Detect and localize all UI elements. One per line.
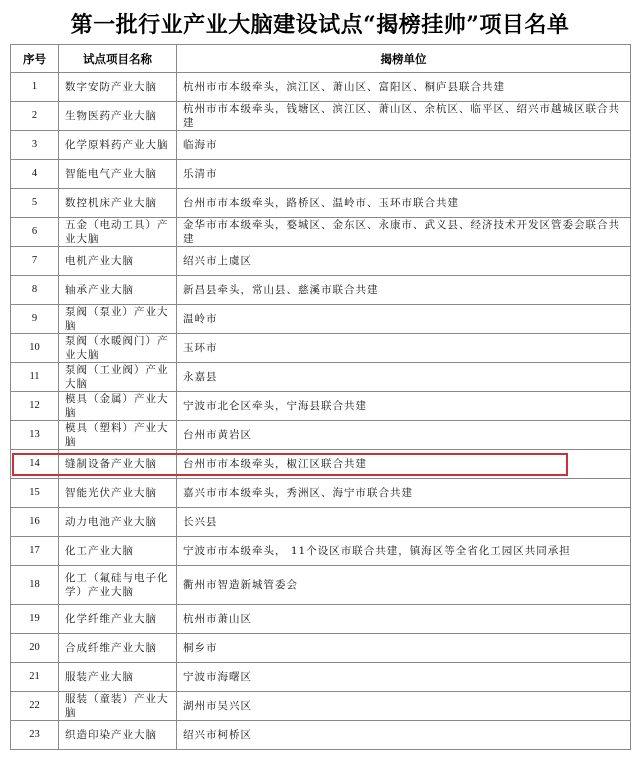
table-row <box>11 721 631 750</box>
table-row <box>11 692 631 721</box>
project-name: 数字安防产业大脑 <box>59 73 177 102</box>
project-name: 生物医药产业大脑 <box>59 102 177 131</box>
row-number: 11 <box>11 363 59 392</box>
table-row <box>11 276 631 305</box>
project-name: 模具（金属）产业大脑 <box>59 392 177 421</box>
responsible-unit: 绍兴市上虞区 <box>177 247 631 276</box>
table-row <box>11 102 631 131</box>
project-name: 智能光伏产业大脑 <box>59 479 177 508</box>
responsible-unit: 杭州市市本级牵头，钱塘区、滨江区、萧山区、余杭区、临平区、绍兴市越城区联合共建 <box>177 102 631 131</box>
row-number: 16 <box>11 508 59 537</box>
table-header-row <box>11 45 631 73</box>
responsible-unit: 台州市黄岩区 <box>177 421 631 450</box>
project-name: 轴承产业大脑 <box>59 276 177 305</box>
table-row <box>11 247 631 276</box>
table-row <box>11 334 631 363</box>
table-row <box>11 392 631 421</box>
project-name: 泵阀（工业阀）产业大脑 <box>59 363 177 392</box>
project-name: 模具（塑料）产业大脑 <box>59 421 177 450</box>
responsible-unit: 杭州市萧山区 <box>177 605 631 634</box>
project-name: 化学原料药产业大脑 <box>59 131 177 160</box>
project-name: 数控机床产业大脑 <box>59 189 177 218</box>
project-name: 智能电气产业大脑 <box>59 160 177 189</box>
table-row <box>11 160 631 189</box>
responsible-unit: 衢州市智造新城管委会 <box>177 566 631 605</box>
project-name: 电机产业大脑 <box>59 247 177 276</box>
row-number: 20 <box>11 634 59 663</box>
page-title: 第一批行业产业大脑建设试点“揭榜挂帅”项目名单 <box>70 12 570 38</box>
row-number: 10 <box>11 334 59 363</box>
table-row <box>11 537 631 566</box>
responsible-unit: 嘉兴市市本级牵头，秀洲区、海宁市联合共建 <box>177 479 631 508</box>
row-number: 13 <box>11 421 59 450</box>
table-row <box>11 663 631 692</box>
row-number: 9 <box>11 305 59 334</box>
table-row <box>11 634 631 663</box>
row-number: 17 <box>11 537 59 566</box>
table-row <box>11 566 631 605</box>
project-name: 服装产业大脑 <box>59 663 177 692</box>
row-number: 1 <box>11 73 59 102</box>
table-row <box>11 450 631 479</box>
row-number: 23 <box>11 721 59 750</box>
row-number: 15 <box>11 479 59 508</box>
table-row <box>11 479 631 508</box>
project-name: 泵阀（泵业）产业大脑 <box>59 305 177 334</box>
responsible-unit: 湖州市吴兴区 <box>177 692 631 721</box>
row-number: 4 <box>11 160 59 189</box>
table-row <box>11 131 631 160</box>
project-name: 织造印染产业大脑 <box>59 721 177 750</box>
project-name: 泵阀（水暖阀门）产业大脑 <box>59 334 177 363</box>
responsible-unit: 宁波市北仑区牵头，宁海县联合共建 <box>177 392 631 421</box>
responsible-unit: 永嘉县 <box>177 363 631 392</box>
project-name: 缝制设备产业大脑 <box>59 450 177 479</box>
responsible-unit: 乐清市 <box>177 160 631 189</box>
row-number: 2 <box>11 102 59 131</box>
responsible-unit: 温岭市 <box>177 305 631 334</box>
row-number: 7 <box>11 247 59 276</box>
project-name: 动力电池产业大脑 <box>59 508 177 537</box>
table-row <box>11 363 631 392</box>
row-number: 6 <box>11 218 59 247</box>
header-unit: 揭榜单位 <box>177 45 631 73</box>
responsible-unit: 绍兴市柯桥区 <box>177 721 631 750</box>
row-number: 14 <box>11 450 59 479</box>
row-number: 21 <box>11 663 59 692</box>
pilot-project-table <box>10 44 631 750</box>
responsible-unit: 长兴县 <box>177 508 631 537</box>
table-row <box>11 189 631 218</box>
project-name: 化工产业大脑 <box>59 537 177 566</box>
row-number: 5 <box>11 189 59 218</box>
responsible-unit: 新昌县牵头，常山县、慈溪市联合共建 <box>177 276 631 305</box>
table-row <box>11 605 631 634</box>
responsible-unit: 台州市市本级牵头，路桥区、温岭市、玉环市联合共建 <box>177 189 631 218</box>
table-row <box>11 508 631 537</box>
table-row <box>11 73 631 102</box>
table-row <box>11 305 631 334</box>
responsible-unit: 桐乡市 <box>177 634 631 663</box>
header-project-name: 试点项目名称 <box>59 45 177 73</box>
row-number: 3 <box>11 131 59 160</box>
row-number: 12 <box>11 392 59 421</box>
row-number: 8 <box>11 276 59 305</box>
responsible-unit: 玉环市 <box>177 334 631 363</box>
header-number: 序号 <box>11 45 59 73</box>
row-number: 18 <box>11 566 59 605</box>
responsible-unit: 台州市市本级牵头，椒江区联合共建 <box>177 450 631 479</box>
row-number: 19 <box>11 605 59 634</box>
responsible-unit: 宁波市海曙区 <box>177 663 631 692</box>
row-number: 22 <box>11 692 59 721</box>
project-name: 化工（氟硅与电子化学）产业大脑 <box>59 566 177 605</box>
project-name: 服装（童装）产业大脑 <box>59 692 177 721</box>
responsible-unit: 宁波市市本级牵头， 11个设区市联合共建，镇海区等全省化工园区共同承担 <box>177 537 631 566</box>
responsible-unit: 杭州市市本级牵头，滨江区、萧山区、富阳区、桐庐县联合共建 <box>177 73 631 102</box>
project-name: 化学纤维产业大脑 <box>59 605 177 634</box>
responsible-unit: 临海市 <box>177 131 631 160</box>
project-name: 五金（电动工具）产业大脑 <box>59 218 177 247</box>
responsible-unit: 金华市市本级牵头，婺城区、金东区、永康市、武义县、经济技术开发区管委会联合共建 <box>177 218 631 247</box>
table-row <box>11 218 631 247</box>
table-row <box>11 421 631 450</box>
project-name: 合成纤维产业大脑 <box>59 634 177 663</box>
